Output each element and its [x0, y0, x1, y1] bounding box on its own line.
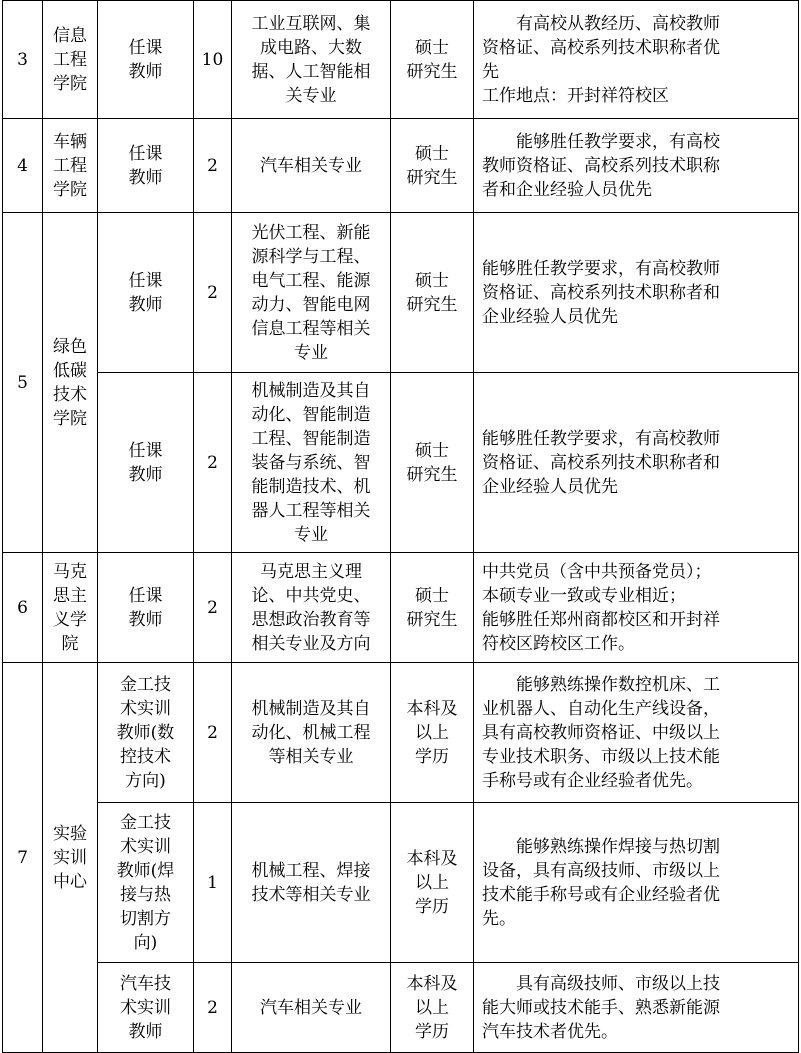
- college-name-line: 学院: [53, 179, 87, 200]
- requirement-line: 者和企业经验人员优先: [482, 179, 652, 200]
- requirement-line: 能大师或技术能手、熟悉新能源: [482, 997, 720, 1018]
- hire-count: 1: [194, 803, 232, 963]
- major-line: 专业: [294, 342, 328, 363]
- college-name: [43, 213, 98, 553]
- college-name-line: 马克: [53, 561, 87, 582]
- major-line: 技术等相关专业: [251, 884, 371, 905]
- requirement-line: 中共党员（含中共预备党员）；: [482, 561, 712, 582]
- college-name-line: 学院: [53, 73, 87, 94]
- major-line: 源科学与工程、: [251, 246, 371, 267]
- major-line: 动力、智能电网: [251, 294, 371, 315]
- requirement-line: 教师资格证、高校系列技术职称: [482, 155, 720, 176]
- major-line: 器人工程等相关: [251, 500, 371, 521]
- major-line: 论、中共党史、: [251, 585, 371, 606]
- hire-count: 2: [194, 553, 232, 663]
- college-name-line: 工程: [53, 49, 87, 70]
- table-row: [3, 119, 799, 213]
- recruitment-table: [2, 0, 799, 1053]
- college-name-line: 实验: [53, 823, 87, 844]
- college-name-line: 工程: [53, 155, 87, 176]
- education-line: 研究生: [406, 167, 458, 188]
- requirement-line: 能够胜任郑州商都校区和开封祥: [482, 609, 720, 630]
- education-requirement: [391, 663, 474, 803]
- hire-count: 2: [194, 663, 232, 803]
- requirement-line: 符校区跨校区工作。: [482, 633, 635, 654]
- education-line: 学历: [415, 746, 449, 767]
- requirement-line: 能够胜任教学要求，有高校: [516, 131, 720, 152]
- major-line: 动化、机械工程: [251, 722, 371, 743]
- education-line: 本科及: [406, 698, 458, 719]
- position-name-line: 教师(焊: [116, 860, 175, 881]
- college-name: [43, 1, 98, 119]
- education-requirement: [391, 803, 474, 963]
- major-line: 工程、智能制造: [251, 428, 371, 449]
- row-number: 6: [3, 553, 43, 663]
- position-name-line: 术实训: [120, 698, 171, 719]
- education-line: 硕士: [415, 37, 449, 58]
- requirement-line: 设备，具有高级技师、市级以上: [482, 860, 720, 881]
- position-name: [98, 963, 194, 1053]
- table-row: [3, 213, 799, 373]
- position-name-line: 教师: [128, 167, 163, 188]
- college-name-line: 实训: [53, 847, 87, 868]
- requirement-line: 有高校从教经历、高校教师: [516, 13, 720, 34]
- requirement-line: 手称号或有企业经验者优先。: [482, 770, 703, 791]
- major-line: 马克思主义理: [260, 561, 362, 582]
- position-name-line: 接与热: [120, 884, 171, 905]
- requirement-line: 工作地点：开封祥符校区: [482, 85, 669, 106]
- row-number: 4: [3, 119, 43, 213]
- requirement-line: 先: [482, 61, 499, 82]
- requirement-line: 资格证、高校系列技术职称者优: [482, 37, 720, 58]
- position-name: [98, 213, 194, 373]
- major-line: 成电路、大数: [260, 37, 362, 58]
- college-name-line: 车辆: [53, 131, 87, 152]
- education-line: 研究生: [406, 609, 458, 630]
- requirement-line: 业机器人、自动化生产线设备，: [482, 698, 720, 719]
- education-requirement: [391, 553, 474, 663]
- other-requirements: [474, 663, 799, 803]
- major-line: 光伏工程、新能: [251, 222, 371, 243]
- position-name-line: 教师: [128, 464, 163, 485]
- education-requirement: [391, 213, 474, 373]
- position-name-line: 金工技: [120, 674, 171, 695]
- college-name-line: 院: [61, 633, 79, 654]
- college-name-line: 技术: [53, 384, 87, 405]
- requirement-line: 企业经验人员优先: [482, 476, 618, 497]
- major-line: 据、人工智能相: [251, 61, 371, 82]
- college-name: [43, 663, 98, 1053]
- major-line: 机械制造及其自: [251, 380, 371, 401]
- education-line: 以上: [415, 722, 449, 743]
- education-requirement: [391, 963, 474, 1053]
- other-requirements: [474, 119, 799, 213]
- education-requirement: [391, 373, 474, 553]
- major-line: 汽车相关专业: [260, 155, 362, 176]
- requirement-line: 能够熟练操作焊接与热切割: [516, 836, 720, 857]
- other-requirements: [474, 803, 799, 963]
- position-name-line: 任课: [128, 440, 163, 461]
- position-name: [98, 803, 194, 963]
- college-name-line: 信息: [53, 25, 87, 46]
- major-line: 信息工程等相关: [251, 318, 371, 339]
- position-name: [98, 553, 194, 663]
- education-line: 硕士: [415, 585, 449, 606]
- position-name-line: 任课: [128, 585, 163, 606]
- major-line: 机械工程、焊接: [251, 860, 371, 881]
- major-line: 思想政治教育等: [251, 609, 371, 630]
- table-row: [3, 1, 799, 119]
- requirement-line: 具有高级技师、市级以上技: [516, 973, 720, 994]
- major-requirement: [232, 1, 391, 119]
- major-line: 关专业: [285, 85, 337, 106]
- college-name-line: 义学: [53, 609, 87, 630]
- requirement-line: 资格证、高校系列技术职称者和: [482, 282, 720, 303]
- major-line: 等相关专业: [268, 746, 354, 767]
- hire-count: 2: [194, 119, 232, 213]
- major-requirement: [232, 803, 391, 963]
- education-line: 学历: [415, 896, 449, 917]
- requirement-line: 技术能手称号或有企业经验者优: [482, 884, 720, 905]
- position-name-line: 教师: [128, 294, 163, 315]
- position-name: [98, 119, 194, 213]
- other-requirements: [474, 373, 799, 553]
- requirement-line: 企业经验人员优先: [482, 306, 618, 327]
- education-line: 学历: [415, 1021, 449, 1042]
- education-requirement: [391, 1, 474, 119]
- position-name-line: 切割方: [120, 908, 171, 929]
- major-line: 电气工程、能源: [251, 270, 371, 291]
- education-requirement: [391, 119, 474, 213]
- hire-count: 2: [194, 373, 232, 553]
- other-requirements: [474, 213, 799, 373]
- row-number: 7: [3, 663, 43, 1053]
- college-name-line: 低碳: [53, 360, 87, 381]
- education-line: 以上: [415, 997, 449, 1018]
- other-requirements: [474, 963, 799, 1053]
- requirement-line: 能够胜任教学要求，有高校教师: [482, 258, 720, 279]
- position-name-line: 控技术: [120, 746, 171, 767]
- major-requirement: [232, 553, 391, 663]
- position-name-line: 任课: [128, 37, 163, 58]
- requirement-line: 本硕专业一致或专业相近；: [482, 585, 686, 606]
- hire-count: 10: [194, 1, 232, 119]
- education-line: 研究生: [406, 464, 458, 485]
- hire-count: 2: [194, 213, 232, 373]
- major-line: 能制造技术、机: [251, 476, 371, 497]
- major-line: 相关专业及方向: [251, 633, 371, 654]
- table-row: [3, 373, 799, 553]
- position-name-line: 汽车技: [120, 973, 171, 994]
- education-line: 硕士: [415, 270, 449, 291]
- education-line: 研究生: [406, 294, 458, 315]
- requirement-line: 汽车技术者优先。: [482, 1021, 618, 1042]
- college-name-line: 中心: [53, 871, 87, 892]
- table-row: [3, 553, 799, 663]
- college-name: [43, 119, 98, 213]
- major-line: 汽车相关专业: [260, 997, 362, 1018]
- college-name-line: 绿色: [53, 336, 87, 357]
- major-line: 工业互联网、集: [251, 13, 371, 34]
- position-name-line: 术实训: [120, 997, 171, 1018]
- college-name: [43, 553, 98, 663]
- position-name: [98, 663, 194, 803]
- education-line: 本科及: [406, 973, 458, 994]
- other-requirements: [474, 1, 799, 119]
- education-line: 硕士: [415, 440, 449, 461]
- education-line: 硕士: [415, 143, 449, 164]
- position-name-line: 教师(数: [116, 722, 175, 743]
- requirement-line: 资格证、高校系列技术职称者和: [482, 452, 720, 473]
- position-name-line: 向): [133, 932, 158, 953]
- position-name-line: 术实训: [120, 836, 171, 857]
- position-name-line: 方向): [125, 770, 166, 791]
- position-name-line: 金工技: [120, 812, 171, 833]
- other-requirements: [474, 553, 799, 663]
- education-line: 研究生: [406, 61, 458, 82]
- position-name-line: 任课: [128, 270, 163, 291]
- table-row: [3, 663, 799, 803]
- requirement-line: 先。: [482, 908, 516, 929]
- position-name-line: 教师: [128, 1021, 163, 1042]
- table-row: [3, 963, 799, 1053]
- college-name-line: 学院: [53, 408, 87, 429]
- requirement-line: 专业技术职务、市级以上技术能: [482, 746, 720, 767]
- hire-count: 2: [194, 963, 232, 1053]
- requirement-line: 具有高校教师资格证、中级以上: [482, 722, 720, 743]
- row-number: 5: [3, 213, 43, 553]
- position-name: [98, 373, 194, 553]
- college-name-line: 思主: [53, 585, 87, 606]
- position-name-line: 教师: [128, 61, 163, 82]
- major-line: 动化、智能制造: [251, 404, 371, 425]
- position-name-line: 任课: [128, 143, 163, 164]
- position-name: [98, 1, 194, 119]
- major-requirement: [232, 213, 391, 373]
- major-requirement: [232, 119, 391, 213]
- major-line: 机械制造及其自: [251, 698, 371, 719]
- education-line: 以上: [415, 872, 449, 893]
- row-number: 3: [3, 1, 43, 119]
- requirement-line: 能够熟练操作数控机床、工: [516, 674, 720, 695]
- major-requirement: [232, 373, 391, 553]
- position-name-line: 教师: [128, 609, 163, 630]
- major-requirement: [232, 963, 391, 1053]
- major-line: 专业: [294, 524, 328, 545]
- table-row: [3, 803, 799, 963]
- education-line: 本科及: [406, 848, 458, 869]
- major-line: 装备与系统、智: [251, 452, 371, 473]
- table-body: [3, 1, 799, 1053]
- requirement-line: 能够胜任教学要求，有高校教师: [482, 428, 720, 449]
- major-requirement: [232, 663, 391, 803]
